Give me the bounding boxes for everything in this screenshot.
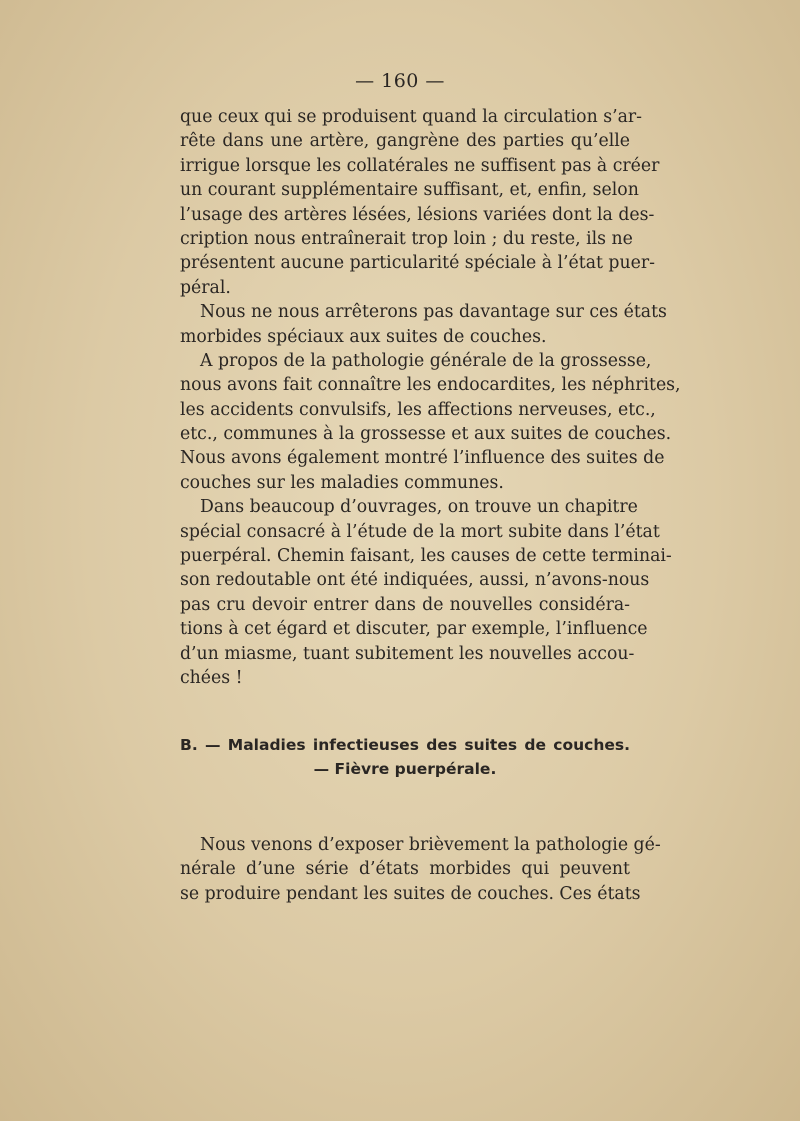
- text-line: les accidents convulsifs, les affections nerveuses, etc.,: [180, 399, 656, 420]
- text-line: d’un miasme, tuant subitement les nouvelles accou-: [180, 643, 635, 664]
- text-line: irrigue lorsque les collatérales ne suffisent pas à créer: [180, 155, 660, 176]
- section-heading: B. — Maladies infectieuses des suites de couches.: [180, 736, 630, 754]
- text-line: A propos de la pathologie générale de la grossesse,: [200, 350, 652, 371]
- text-line: nérale d’une série d’états morbides qui peuvent: [180, 859, 630, 880]
- text-line: Nous avons également montré l’influence des suites de: [180, 448, 665, 469]
- body-text-block: [180, 105, 681, 690]
- text-line: puerpéral. Chemin faisant, les causes de cette terminai-: [180, 546, 672, 567]
- text-line: couches sur les maladies communes.: [180, 472, 504, 493]
- text-line: nous avons fait connaître les endocardites, les néphrites,: [180, 375, 681, 396]
- page-number: — 160 —: [355, 70, 445, 92]
- text-line: Nous ne nous arrêterons pas davantage sur ces états: [200, 302, 667, 323]
- text-line: présentent aucune particularité spéciale à l’état puer-: [180, 253, 655, 274]
- text-line: que ceux qui se produisent quand la circulation s’ar-: [180, 107, 642, 127]
- text-line: cription nous entraînerait trop loin ; du reste, ils ne: [180, 228, 633, 249]
- text-line: pas cru devoir entrer dans de nouvelles considéra-: [180, 594, 630, 615]
- text-line: l’usage des artères lésées, lésions variées dont la des-: [180, 204, 655, 225]
- text-line: morbides spéciaux aux suites de couches.: [180, 326, 547, 347]
- text-line: se produire pendant les suites de couches. Ces états: [180, 883, 641, 904]
- text-line: chées !: [180, 667, 243, 688]
- text-line: etc., communes à la grossesse et aux suites de couches.: [180, 424, 672, 445]
- body-text-block: [180, 833, 661, 906]
- text-line: son redoutable ont été indiquées, aussi, n’avons-nous: [180, 570, 650, 591]
- text-line: spécial consacré à l’étude de la mort subite dans l’état: [180, 521, 660, 542]
- text-line: Dans beaucoup d’ouvrages, on trouve un chapitre: [200, 497, 638, 518]
- text-line: Nous venons d’exposer brièvement la pathologie gé-: [200, 835, 661, 855]
- text-line: tions à cet égard et discuter, par exemple, l’influence: [180, 619, 648, 640]
- text-line: péral.: [180, 277, 231, 298]
- text-line: rête dans une artère, gangrène des parties qu’elle: [180, 131, 630, 152]
- text-line: un courant supplémentaire suffisant, et, enfin, selon: [180, 180, 639, 201]
- section-subheading: — Fièvre puerpérale.: [313, 760, 497, 778]
